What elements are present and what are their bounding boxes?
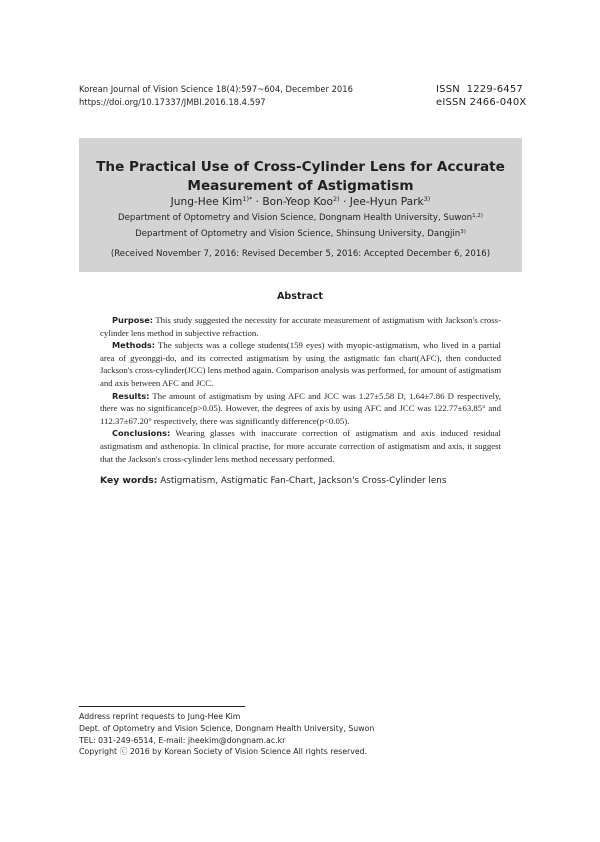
abstract-methods (100, 339, 501, 389)
eissn: eISSN 2466-040X (436, 97, 527, 108)
journal-line: Korean Journal of Vision Science 18(4):597~604, December 2016 (79, 84, 353, 94)
received-dates: (Received November 7, 2016: Revised December 5, 2016: Accepted December 6, 2016) (110, 249, 491, 259)
issn: ISSN 1229-6457 (436, 84, 523, 95)
affiliation-1 (79, 212, 522, 224)
issn-block (436, 83, 526, 109)
author-separator: · (252, 196, 263, 208)
author-affiliation-mark: 1)* (242, 195, 253, 203)
author-name: Bon-Yeop Koo (262, 196, 333, 208)
results-text: The amount of astigmatism by using AFC and JCC was 1.27±5.58 D, 1.64±7.86 D respectively, there was no significance(p>0.05). However, the degrees of axis by using AFC and JCC was 122.77±63.85° and 112.37±67.20° respectively, there was significantly difference(p<0.05). (100, 390, 501, 426)
keywords (100, 475, 520, 487)
purpose-label: Purpose: (112, 315, 154, 325)
affiliation-mark: 1,2) (472, 213, 483, 219)
affiliation-mark: 3) (460, 229, 466, 235)
footnote (79, 711, 374, 758)
footnote-contact: TEL: 031-249-6514, E-mail: jheekim@dongnam.ac.kr (79, 735, 286, 745)
conclusions-text: Wearing glasses with inaccurate correction of astigmatism and axis induced residual astigmatism and asthenopia. In clinical practise, for more accurate correction of astigmatism and axis, it suggest that the Jackson's cross-cylinder lens method necessary performed. (100, 428, 501, 464)
footnote-department: Dept. of Optometry and Vision Science, Dongnam Health University, Suwon (79, 723, 375, 733)
results-label: Results: (112, 390, 150, 401)
title-box (79, 138, 522, 272)
journal-citation (79, 83, 353, 109)
abstract-conclusions (100, 427, 501, 465)
footnote-divider (79, 706, 245, 707)
abstract-purpose (100, 314, 501, 339)
abstract-heading: Abstract (276, 291, 324, 302)
footnote-reprint: Address reprint requests to Jung-Hee Kim (79, 712, 241, 721)
affiliation-text: Department of Optometry and Vision Science, Dongnam Health University, Suwon (118, 213, 473, 223)
footnote-copyright: Copyright ⓒ 2016 by Korean Society of Vision Science All rights reserved. (79, 747, 368, 757)
author-separator: · (339, 196, 350, 208)
abstract-body (100, 314, 501, 465)
paper-title (79, 158, 522, 196)
author-name: Jee-Hyun Park (349, 196, 424, 208)
author-affiliation-mark: 3) (423, 195, 431, 203)
methods-label: Methods: (112, 340, 156, 351)
author-list (79, 195, 522, 209)
keywords-text: Astigmatism, Astigmatic Fan-Chart, Jackson's Cross-Cylinder lens (157, 476, 447, 486)
title-line-1: The Practical Use of Cross-Cylinder Lens for Accurate (96, 159, 505, 175)
keywords-label: Key words: (100, 475, 158, 486)
doi-line: https://doi.org/10.17337/JMBI.2016.18.4.597 (79, 97, 266, 107)
affiliation-2 (79, 228, 522, 240)
title-line-2: Measurement of Astigmatism (187, 178, 414, 194)
purpose-text: This study suggested the necessity for accurate measurement of astigmatism with Jackson's cross-cylinder lens method in subjective refraction. (100, 315, 501, 338)
conclusions-label: Conclusions: (112, 428, 171, 439)
author-name: Jung-Hee Kim (170, 196, 243, 208)
affiliation-text: Department of Optometry and Vision Science, Shinsung University, Dangjin (135, 229, 461, 239)
methods-text: The subjects was a college students(159 eyes) with myopic-astigmatism, who lived in a partial area of gyeonggi-do, and its corrected astigmatism by using the astigmatic fan chart(AFC), then conducted Jackson's cross-cylinder(JCC) lens method again. Comparison analysis was performed, for amount of astigmatism and axis between AFC and JCC. (100, 340, 501, 388)
abstract-results (100, 390, 501, 428)
author-affiliation-mark: 2) (332, 195, 340, 203)
